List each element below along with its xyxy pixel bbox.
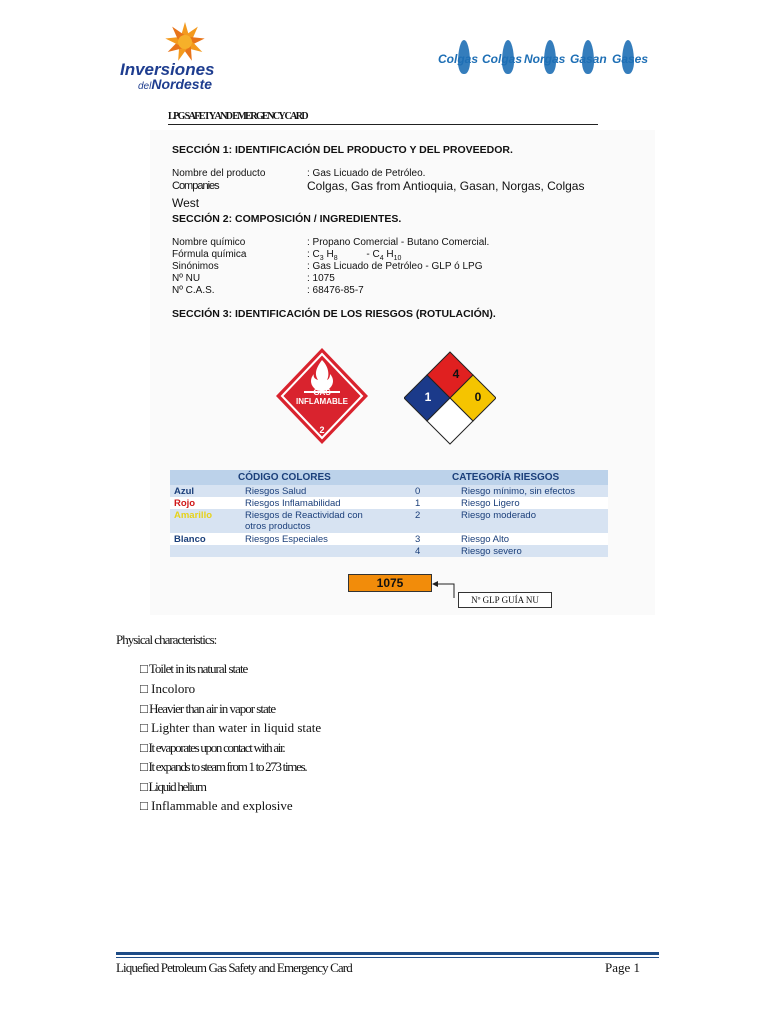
inversiones-nordeste-logo bbox=[120, 20, 240, 90]
formula-h2: H bbox=[383, 249, 394, 260]
table-header-colors: CÓDIGO COLORES bbox=[238, 472, 331, 483]
formula-c: : C bbox=[307, 249, 320, 260]
footer-rule-thin bbox=[116, 957, 659, 958]
formula-sub: 4 bbox=[379, 255, 384, 262]
un-number-value: : 1075 bbox=[307, 273, 335, 284]
brand-colgas: Colgas bbox=[438, 52, 479, 66]
risk-level: 3 bbox=[415, 534, 421, 545]
risk-category: Riesgo Alto bbox=[461, 534, 510, 545]
list-item-text: Toilet in its natural state bbox=[148, 661, 248, 676]
table-row bbox=[170, 485, 608, 497]
physical-characteristics-title: Physical characteristics: bbox=[116, 632, 217, 647]
chemical-name-value: : Propano Comercial - Butano Comercial. bbox=[307, 237, 490, 248]
bullet-icon: □ bbox=[140, 779, 147, 794]
color-meaning: Riesgos Inflamabilidad bbox=[245, 498, 341, 509]
list-item-text: Inflammable and explosive bbox=[151, 798, 293, 813]
formula-h: H bbox=[323, 249, 334, 260]
table-row bbox=[170, 509, 608, 533]
nfpa-fire-value: 4 bbox=[452, 367, 460, 381]
color-name: Blanco bbox=[174, 534, 206, 545]
bullet-icon: □ bbox=[140, 759, 147, 774]
bullet-icon: □ bbox=[140, 681, 148, 696]
cas-value: : 68476-85-7 bbox=[307, 285, 364, 296]
formula-sub: 8 bbox=[333, 255, 338, 262]
table-header-categories: CATEGORÍA RIESGOS bbox=[452, 472, 560, 483]
product-name-value: : Gas Licuado de Petróleo. bbox=[307, 168, 426, 179]
risk-category: Riesgo severo bbox=[461, 546, 522, 557]
list-item bbox=[140, 779, 206, 795]
risk-category: Riesgo mínimo, sin efectos bbox=[461, 486, 576, 497]
title-underline bbox=[168, 124, 598, 125]
color-meaning: Riesgos Especiales bbox=[245, 534, 328, 545]
risk-level: 1 bbox=[415, 498, 421, 509]
color-name: Azul bbox=[174, 486, 195, 497]
placard-text-inflamable: INFLAMABLE bbox=[296, 397, 348, 406]
chemical-name-label: Nombre químico bbox=[172, 237, 246, 248]
risk-level: 0 bbox=[415, 486, 421, 497]
bullet-icon: □ bbox=[140, 661, 147, 676]
list-item bbox=[140, 661, 247, 677]
safety-sheet-scan bbox=[150, 130, 655, 615]
table-row bbox=[170, 497, 608, 509]
brand-colgas-west: Colgas bbox=[482, 52, 523, 66]
formula-sub: 10 bbox=[393, 255, 402, 262]
companies-value-continued: West bbox=[172, 196, 200, 210]
color-meaning-continued: otros productos bbox=[245, 521, 311, 532]
list-item bbox=[140, 740, 284, 756]
list-item-text: Liquid helium bbox=[148, 779, 206, 794]
risk-level: 2 bbox=[415, 510, 421, 521]
risk-category: Riesgo Ligero bbox=[461, 498, 520, 509]
product-name-label: Nombre del producto bbox=[172, 168, 266, 179]
list-item bbox=[140, 798, 293, 814]
color-name: Amarillo bbox=[174, 510, 213, 521]
footer-document-name: Liquefied Petroleum Gas Safety and Emergency Card bbox=[116, 960, 352, 975]
list-item bbox=[140, 701, 275, 717]
footer-rule bbox=[116, 952, 659, 955]
sun-icon bbox=[162, 20, 208, 62]
footer-page-number: Page 1 bbox=[604, 960, 640, 975]
logo-text-inversiones: Inversiones bbox=[120, 60, 215, 79]
risk-level: 4 bbox=[415, 546, 421, 557]
un-number-orange-panel: 1075 bbox=[348, 574, 432, 592]
brand-gases-antioquia: Gases bbox=[612, 52, 649, 66]
bullet-icon: □ bbox=[140, 798, 148, 813]
list-item-text: Heavier than air in vapor state bbox=[149, 701, 276, 716]
logo-text-nordeste bbox=[138, 76, 212, 92]
nfpa-reactivity-value: 0 bbox=[474, 390, 482, 404]
section3-heading: SECCIÓN 3: IDENTIFICACIÓN DE LOS RIESGOS (ROTULACIÓN). bbox=[172, 308, 496, 320]
brand-norgas: Norgas bbox=[524, 52, 566, 66]
document-title: LPG SAFETY AND EMERGENCY CARD bbox=[168, 111, 307, 122]
logo-text-del: del bbox=[138, 81, 152, 92]
formula-label: Fórmula química bbox=[172, 249, 247, 260]
list-item bbox=[140, 759, 306, 775]
risk-category: Riesgo moderado bbox=[461, 510, 536, 521]
list-item-text: Incoloro bbox=[151, 681, 196, 696]
bullet-icon: □ bbox=[140, 720, 148, 735]
synonyms-value: : Gas Licuado de Petróleo - GLP ó LPG bbox=[307, 261, 483, 272]
list-item-text: Lighter than water in liquid state bbox=[151, 720, 322, 735]
section2-heading: SECCIÓN 2: COMPOSICIÓN / INGREDIENTES. bbox=[172, 213, 402, 225]
formula-c2: - C bbox=[366, 249, 380, 260]
un-number-label: Nº NU bbox=[172, 273, 201, 284]
companies-value: Colgas, Gas from Antioquia, Gasan, Norgas, Colgas bbox=[307, 179, 585, 193]
table-row bbox=[170, 545, 608, 557]
brand-gasan: Gasan bbox=[570, 52, 607, 66]
list-item-text: It expands to steam from 1 to 273 times. bbox=[148, 759, 307, 774]
bullet-icon: □ bbox=[140, 740, 147, 755]
synonyms-label: Sinónimos bbox=[172, 261, 219, 272]
placard-text-gas: GAS bbox=[313, 388, 331, 397]
section1-heading: SECCIÓN 1: IDENTIFICACIÓN DEL PRODUCTO Y DEL PROVEEDOR. bbox=[172, 144, 513, 156]
placard-class-number: 2 bbox=[319, 425, 325, 435]
color-name: Rojo bbox=[174, 498, 196, 509]
list-item bbox=[140, 681, 195, 697]
companies-label: Companies bbox=[172, 180, 219, 192]
brands-logo-strip bbox=[436, 40, 658, 90]
table-row bbox=[170, 533, 608, 545]
guide-label-box: Nº GLP GUÍA NU bbox=[458, 592, 552, 608]
color-meaning: Riesgos Salud bbox=[245, 486, 307, 497]
list-item bbox=[140, 720, 321, 736]
cas-label: Nº C.A.S. bbox=[172, 285, 215, 296]
formula-sub: 3 bbox=[319, 255, 324, 262]
bullet-icon: □ bbox=[140, 701, 147, 716]
nfpa-health-value: 1 bbox=[424, 390, 432, 404]
logo-text-nordeste-word: Nordeste bbox=[151, 76, 213, 92]
list-item-text: It evaporates upon contact with air. bbox=[148, 740, 285, 755]
color-meaning: Riesgos de Reactividad con bbox=[245, 510, 363, 521]
